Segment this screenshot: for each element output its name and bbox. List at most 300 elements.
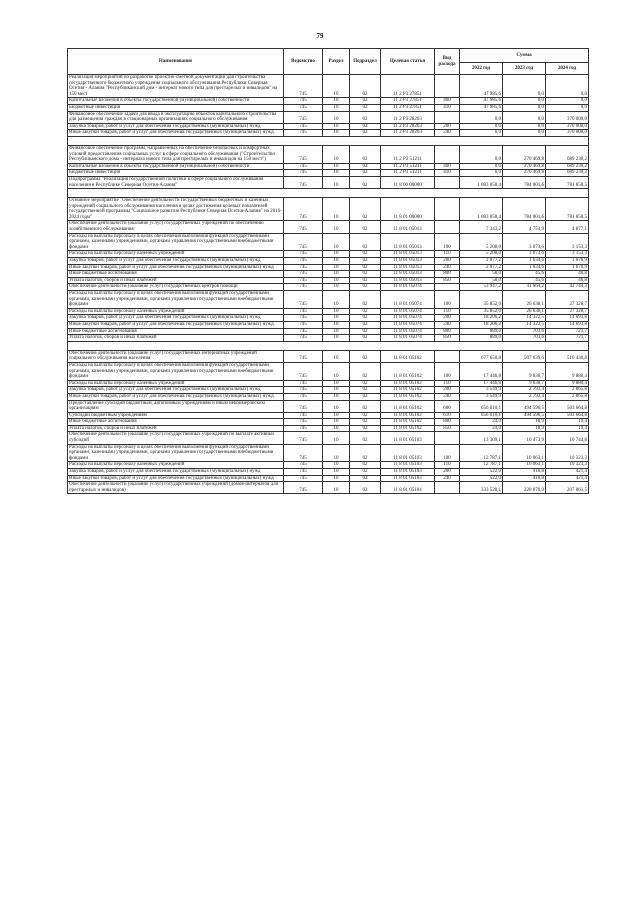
row-name: Обеспечение деятельности (оказание услуг) государственных учреждений по обеспечению хозяйственного обслуживания bbox=[68, 221, 284, 233]
row-sum-2024: 370 000,0 bbox=[546, 130, 589, 137]
row-sum-2023: 0,0 bbox=[503, 123, 546, 130]
row-ministry: 745 bbox=[284, 469, 323, 476]
row-kind bbox=[435, 111, 460, 123]
row-section: 10 bbox=[323, 419, 350, 426]
row-section: 10 bbox=[323, 271, 350, 278]
row-sum-2023: 18,9 bbox=[503, 419, 546, 426]
row-target: 11 2 P3 51211 bbox=[381, 170, 435, 177]
row-section: 10 bbox=[323, 482, 350, 494]
row-subsection: 02 bbox=[350, 419, 381, 426]
row-kind bbox=[435, 75, 460, 98]
row-sum-2024: 1 676,9 bbox=[546, 264, 589, 271]
row-ministry: 745 bbox=[284, 251, 323, 258]
header-name: Наименование bbox=[68, 49, 284, 75]
row-subsection: 02 bbox=[350, 291, 381, 309]
row-sum-2022: 1 083 058,4 bbox=[460, 198, 503, 221]
row-name: Финансовое обеспечение программ, направленных на обеспечение безопасных и комфортных условий предоставления социальных услуг в сфере социального обслуживания ("Строительство Республиканского дома - интерната нового типа для престарелых и инвалидов на 150 мест") bbox=[68, 145, 284, 163]
row-name: Закупка товаров, работ и услуг для обеспечения государственных (муниципальных) нужд bbox=[68, 387, 284, 394]
row-sum-2022: 24,0 bbox=[460, 425, 503, 432]
row-kind: 240 bbox=[435, 393, 460, 400]
row-section: 10 bbox=[323, 462, 350, 469]
row-name: Подпрограмма "Реализация государственной политики в сфере социального обслуживания населения в Республике Северная Осетия-Алания" bbox=[68, 176, 284, 188]
row-ministry: 745 bbox=[284, 412, 323, 419]
row-subsection: 02 bbox=[350, 111, 381, 123]
row-kind bbox=[435, 198, 460, 221]
row-name: Расходы на выплаты персоналу казенных учреждений bbox=[68, 462, 284, 469]
table-row bbox=[68, 482, 589, 494]
row-name: Иные бюджетные ассигнования bbox=[68, 271, 284, 278]
row-name: Предоставление субсидий бюджетным, автономным учреждениям и иным некоммерческим организациям bbox=[68, 400, 284, 412]
row-section: 10 bbox=[323, 104, 350, 111]
row-sum-2024: 370 000,0 bbox=[546, 111, 589, 123]
row-target: 11 2 P3 28203 bbox=[381, 130, 435, 137]
row-sum-2022: 17 446,8 bbox=[460, 362, 503, 380]
row-ministry: 745 bbox=[284, 111, 323, 123]
row-kind: 800 bbox=[435, 419, 460, 426]
row-sum-2022: 47 985,6 bbox=[460, 98, 503, 105]
row-kind bbox=[435, 432, 460, 444]
row-sum-2024: 689 230,2 bbox=[546, 145, 589, 163]
row-name: Расходы на выплаты персоналу казенных учреждений bbox=[68, 308, 284, 315]
row-target: 11 8 01 05074 bbox=[381, 335, 435, 342]
row-section: 10 bbox=[323, 198, 350, 221]
row-sum-2024: 370 000,0 bbox=[546, 123, 589, 130]
row-section: 10 bbox=[323, 475, 350, 482]
row-subsection: 02 bbox=[350, 308, 381, 315]
row-sum-2022: 5 208,0 bbox=[460, 233, 503, 251]
row-kind bbox=[435, 176, 460, 188]
row-section: 10 bbox=[323, 277, 350, 284]
row-kind bbox=[435, 350, 460, 362]
row-sum-2023: 45,6 bbox=[503, 271, 546, 278]
row-name: Капитальные вложения в объекты государственной (муниципальной) собственности bbox=[68, 163, 284, 170]
row-target: 11 2 P3 51211 bbox=[381, 145, 435, 163]
row-name: Основное мероприятие "Обеспечение деятельности государственных бюджетных и казенных учреждений социального обслуживания населения в целях достижения целевых показателей государственной программы "Социальное развитие Республики Северная Осетия-Алания" на 2016-2024 годы" bbox=[69, 198, 282, 220]
row-target: 11 2 P3 27851 bbox=[381, 75, 435, 98]
table-row bbox=[68, 98, 589, 105]
row-sum-2023: 10 473,9 bbox=[503, 432, 546, 444]
row-sum-2022: 0,0 bbox=[460, 123, 503, 130]
row-name: Реализация мероприятий по разработке проектно-сметной документации для строительства государственного бюджетного учреждения социального обслуживания Республики Северная Осетия - Алания "Республиканский дом - интернат нового типа для престарелых и инвалидов" на 150 мест bbox=[68, 75, 284, 98]
row-sum-2022: 889,0 bbox=[460, 335, 503, 342]
table-row bbox=[68, 469, 589, 476]
blank-row bbox=[68, 341, 589, 350]
row-name: Обеспечение деятельности (оказание услуг) государственных учреждений по выплате активных субсидий bbox=[68, 432, 284, 444]
row-sum-2024: 46,8 bbox=[546, 271, 589, 278]
row-target: 11 8 01 05102 bbox=[381, 419, 435, 426]
row-name: Расходы на выплаты персоналу казенных учреждений bbox=[68, 251, 284, 258]
row-name: Финансовое обеспечение задачи для ввода в эксплуатацию объектов капитального строительства для размещения граждан в стационарных организациях социального обслуживания bbox=[68, 111, 284, 123]
row-target: 11 8 01 05074 bbox=[381, 328, 435, 335]
row-sum-2024: 0,0 bbox=[546, 75, 589, 98]
row-name: Расходы на выплаты персоналу казенных учреждений bbox=[68, 380, 284, 387]
row-target: 11 8 01 05074 bbox=[381, 291, 435, 309]
row-subsection: 02 bbox=[350, 221, 381, 233]
row-target: 11 8 01 05013 bbox=[381, 221, 435, 233]
table-row bbox=[68, 387, 589, 394]
row-ministry: 745 bbox=[284, 104, 323, 111]
row-subsection: 02 bbox=[350, 387, 381, 394]
row-name: Обеспечение деятельности (оказание услуг) государственных учреждений (домов-интернатов для престарелых и инвалидов) bbox=[68, 482, 284, 494]
table-row bbox=[68, 400, 589, 412]
row-sum-2022: 1 083 058,4 bbox=[460, 176, 503, 188]
table-row bbox=[68, 362, 589, 380]
row-name: Уплата налогов, сборов и иных платежей bbox=[68, 335, 284, 342]
row-subsection: 02 bbox=[350, 258, 381, 265]
row-sum-2023: 2 793,4 bbox=[503, 387, 546, 394]
table-row bbox=[68, 277, 589, 284]
row-sum-2022: 35 852,0 bbox=[460, 308, 503, 315]
row-ministry: 745 bbox=[284, 258, 323, 265]
row-subsection: 02 bbox=[350, 198, 381, 221]
row-name: Иные закупки товаров, работ и услуг для обеспечения государственных (муниципальных) нужд bbox=[68, 321, 284, 328]
row-sum-2023: 9 630,7 bbox=[503, 362, 546, 380]
row-subsection: 02 bbox=[350, 482, 381, 494]
row-section: 10 bbox=[323, 362, 350, 380]
row-sum-2024: 689 230,2 bbox=[546, 170, 589, 177]
row-kind: 110 bbox=[435, 380, 460, 387]
row-target: 11 8 01 05013 bbox=[381, 233, 435, 251]
blank-cell bbox=[68, 189, 589, 198]
row-target: 11 8 01 05102 bbox=[381, 362, 435, 380]
row-section: 10 bbox=[323, 75, 350, 98]
row-section: 10 bbox=[323, 380, 350, 387]
row-sum-2023: 0,0 bbox=[503, 104, 546, 111]
row-kind: 200 bbox=[435, 123, 460, 130]
row-subsection: 02 bbox=[350, 75, 381, 98]
row-kind: 240 bbox=[435, 130, 460, 137]
row-name: Расходы на выплаты персоналу в целях обеспечения выполнения функций государственными органами, казенными учреждениями, органами управления государственными внебюджетными фондами bbox=[68, 362, 284, 380]
table-row bbox=[68, 315, 589, 322]
row-section: 10 bbox=[323, 412, 350, 419]
row-section: 10 bbox=[323, 145, 350, 163]
row-target: 11 8 01 05103 bbox=[381, 469, 435, 476]
table-row bbox=[68, 475, 589, 482]
row-ministry: 745 bbox=[284, 482, 323, 494]
row-kind: 110 bbox=[435, 251, 460, 258]
row-name: Обеспечение деятельности (оказание услуг) государственных центров помощи bbox=[68, 284, 284, 291]
row-section: 10 bbox=[323, 163, 350, 170]
table-row bbox=[68, 284, 589, 291]
row-sum-2023: 14 322,5 bbox=[503, 315, 546, 322]
row-sum-2024: 207 061,5 bbox=[546, 482, 589, 494]
row-target: 11 8 01 05102 bbox=[381, 387, 435, 394]
row-kind: 110 bbox=[435, 308, 460, 315]
row-target: 11 8 01 00000 bbox=[381, 198, 435, 221]
row-section: 10 bbox=[323, 251, 350, 258]
row-kind: 240 bbox=[435, 475, 460, 482]
row-kind: 200 bbox=[435, 315, 460, 322]
row-section: 10 bbox=[323, 315, 350, 322]
row-ministry: 745 bbox=[284, 362, 323, 380]
row-sum-2024: 721,7 bbox=[546, 328, 589, 335]
table-row bbox=[68, 264, 589, 271]
table-row bbox=[68, 462, 589, 469]
row-subsection: 02 bbox=[350, 176, 381, 188]
row-name: Уплата налогов, сборов и иных платежей bbox=[68, 277, 284, 284]
table-row bbox=[68, 432, 589, 444]
row-kind: 240 bbox=[435, 264, 460, 271]
row-ministry: 745 bbox=[284, 291, 323, 309]
row-kind: 100 bbox=[435, 362, 460, 380]
row-sum-2024: 0,0 bbox=[546, 104, 589, 111]
row-ministry: 745 bbox=[284, 170, 323, 177]
row-subsection: 02 bbox=[350, 335, 381, 342]
row-subsection: 02 bbox=[350, 412, 381, 419]
row-kind: 800 bbox=[435, 271, 460, 278]
header-sum: Сумма bbox=[460, 49, 589, 63]
row-target: 11 2 P3 27851 bbox=[381, 104, 435, 111]
row-section: 10 bbox=[323, 400, 350, 412]
table-row bbox=[68, 271, 589, 278]
row-subsection: 02 bbox=[350, 425, 381, 432]
row-ministry: 745 bbox=[284, 419, 323, 426]
row-sum-2024: 9 880,4 bbox=[546, 362, 589, 380]
row-ministry: 745 bbox=[284, 271, 323, 278]
row-subsection: 02 bbox=[350, 462, 381, 469]
page-number: 79 bbox=[316, 32, 324, 40]
row-section: 10 bbox=[323, 425, 350, 432]
row-ministry: 745 bbox=[284, 98, 323, 105]
row-sum-2024: 27 328,7 bbox=[546, 291, 589, 309]
row-sum-2024: 9 880,4 bbox=[546, 380, 589, 387]
row-subsection: 02 bbox=[350, 393, 381, 400]
row-sum-2024: 27 328,7 bbox=[546, 308, 589, 315]
row-subsection: 02 bbox=[350, 123, 381, 130]
row-name: Иные бюджетные ассигнования bbox=[68, 328, 284, 335]
row-sum-2023: 1 634,6 bbox=[503, 258, 546, 265]
table-row bbox=[68, 308, 589, 315]
header-year-2024: 2024 год bbox=[546, 63, 589, 75]
row-section: 10 bbox=[323, 98, 350, 105]
table-row bbox=[68, 251, 589, 258]
row-sum-2022: 47 985,6 bbox=[460, 104, 503, 111]
row-sum-2023: 410,8 bbox=[503, 469, 546, 476]
row-kind: 600 bbox=[435, 400, 460, 412]
row-kind bbox=[435, 482, 460, 494]
row-sum-2024: 19,4 bbox=[546, 425, 589, 432]
row-sum-2022: 2 077,2 bbox=[460, 264, 503, 271]
table-row bbox=[68, 393, 589, 400]
table-row bbox=[68, 444, 589, 462]
row-sum-2022: 5 208,0 bbox=[460, 251, 503, 258]
row-subsection: 02 bbox=[350, 469, 381, 476]
row-sum-2023: 0,0 bbox=[503, 130, 546, 137]
blank-row bbox=[68, 189, 589, 198]
row-subsection: 02 bbox=[350, 104, 381, 111]
row-kind: 850 bbox=[435, 425, 460, 432]
row-sum-2022: 7 343,2 bbox=[460, 221, 503, 233]
row-ministry: 745 bbox=[284, 198, 323, 221]
row-sum-2024: 2 865,8 bbox=[546, 393, 589, 400]
header-year-2022: 2022 год bbox=[460, 63, 503, 75]
row-target: 11 8 01 05013 bbox=[381, 271, 435, 278]
row-sum-2023: 1 634,6 bbox=[503, 264, 546, 271]
header-section: Раздел bbox=[323, 49, 350, 75]
row-ministry: 745 bbox=[284, 75, 323, 98]
row-subsection: 02 bbox=[350, 251, 381, 258]
row-kind: 800 bbox=[435, 328, 460, 335]
row-sum-2022: 3 549,9 bbox=[460, 387, 503, 394]
row-ministry: 745 bbox=[284, 284, 323, 291]
row-section: 10 bbox=[323, 308, 350, 315]
row-kind: 410 bbox=[435, 170, 460, 177]
row-name: Иные закупки товаров, работ и услуг для обеспечения государственных (муниципальных) нужд bbox=[68, 130, 284, 137]
row-ministry: 745 bbox=[284, 328, 323, 335]
row-sum-2023: 0,0 bbox=[503, 75, 546, 98]
row-target: 11 2 P3 28203 bbox=[381, 111, 435, 123]
table-row bbox=[68, 321, 589, 328]
row-name: Иные закупки товаров, работ и услуг для обеспечения государственных (муниципальных) нужд bbox=[68, 393, 284, 400]
row-sum-2022: 24,0 bbox=[460, 419, 503, 426]
row-sum-2023: 4 753,9 bbox=[503, 221, 546, 233]
row-name: Субсидии бюджетным учреждениям bbox=[68, 412, 284, 419]
table-body bbox=[68, 75, 589, 494]
row-subsection: 02 bbox=[350, 444, 381, 462]
row-target: 11 8 01 05103 bbox=[381, 432, 435, 444]
row-sum-2022: 17 446,8 bbox=[460, 380, 503, 387]
row-sum-2022: 12 787,1 bbox=[460, 462, 503, 469]
table-row bbox=[68, 412, 589, 419]
row-sum-2023: 0,0 bbox=[503, 111, 546, 123]
row-kind: 400 bbox=[435, 163, 460, 170]
header-subsection: Подраздел bbox=[350, 49, 381, 75]
row-target: 11 8 01 05074 bbox=[381, 315, 435, 322]
row-sum-2024: 421,4 bbox=[546, 475, 589, 482]
row-sum-2024: 19,4 bbox=[546, 419, 589, 426]
row-subsection: 02 bbox=[350, 328, 381, 335]
row-sum-2023: 14 322,5 bbox=[503, 321, 546, 328]
row-name: Расходы на выплаты персоналу в целях обеспечения выполнения функций государственными органами, казенными учреждениями, органами управления государственными внебюджетными фондами bbox=[68, 444, 284, 462]
row-ministry: 745 bbox=[284, 350, 323, 362]
row-sum-2023: 3 073,6 bbox=[503, 233, 546, 251]
row-sum-2024: 721,7 bbox=[546, 335, 589, 342]
row-sum-2023: 410,8 bbox=[503, 475, 546, 482]
row-name: Иные закупки товаров, работ и услуг для обеспечения государственных (муниципальных) нужд bbox=[68, 475, 284, 482]
table-row bbox=[68, 419, 589, 426]
row-name: Иные бюджетные ассигнования bbox=[68, 419, 284, 426]
row-ministry: 745 bbox=[284, 432, 323, 444]
table-row bbox=[68, 123, 589, 130]
row-sum-2024: 42 744,3 bbox=[546, 284, 589, 291]
header-year-2023: 2023 год bbox=[503, 63, 546, 75]
row-ministry: 745 bbox=[284, 277, 323, 284]
row-kind: 410 bbox=[435, 104, 460, 111]
row-sum-2022: 656 610,1 bbox=[460, 412, 503, 419]
row-subsection: 02 bbox=[350, 264, 381, 271]
row-subsection: 02 bbox=[350, 277, 381, 284]
row-kind bbox=[435, 284, 460, 291]
row-sum-2022: 3 549,9 bbox=[460, 393, 503, 400]
row-subsection: 02 bbox=[350, 475, 381, 482]
table-row bbox=[68, 145, 589, 163]
blank-cell bbox=[68, 341, 589, 350]
row-subsection: 02 bbox=[350, 362, 381, 380]
row-sum-2023: 26 638,1 bbox=[503, 308, 546, 315]
row-name: Бюджетные инвестиции bbox=[68, 104, 284, 111]
row-kind: 240 bbox=[435, 321, 460, 328]
row-subsection: 02 bbox=[350, 98, 381, 105]
row-section: 10 bbox=[323, 221, 350, 233]
row-sum-2024: 421,4 bbox=[546, 469, 589, 476]
row-ministry: 745 bbox=[284, 308, 323, 315]
row-section: 10 bbox=[323, 469, 350, 476]
row-section: 10 bbox=[323, 233, 350, 251]
row-section: 10 bbox=[323, 321, 350, 328]
row-sum-2023: 270 469,8 bbox=[503, 170, 546, 177]
row-section: 10 bbox=[323, 130, 350, 137]
row-sum-2023: 703,6 bbox=[503, 335, 546, 342]
row-section: 10 bbox=[323, 176, 350, 188]
row-section: 10 bbox=[323, 291, 350, 309]
row-kind: 610 bbox=[435, 412, 460, 419]
row-kind: 200 bbox=[435, 387, 460, 394]
table-row bbox=[68, 198, 589, 221]
row-sum-2022: 889,0 bbox=[460, 328, 503, 335]
row-sum-2024: 503 664,8 bbox=[546, 412, 589, 419]
row-subsection: 02 bbox=[350, 233, 381, 251]
row-sum-2022: 2 077,2 bbox=[460, 258, 503, 265]
budget-table bbox=[67, 48, 589, 494]
row-sum-2022: 0,0 bbox=[460, 170, 503, 177]
row-ministry: 745 bbox=[284, 176, 323, 188]
row-sum-2023: 494 596,5 bbox=[503, 412, 546, 419]
row-sum-2023: 2 793,4 bbox=[503, 393, 546, 400]
row-ministry: 745 bbox=[284, 321, 323, 328]
row-ministry: 745 bbox=[284, 475, 323, 482]
row-sum-2022: 333 528,1 bbox=[460, 482, 503, 494]
row-kind: 200 bbox=[435, 258, 460, 265]
row-ministry: 745 bbox=[284, 444, 323, 462]
row-kind: 110 bbox=[435, 462, 460, 469]
row-target: 11 8 01 05013 bbox=[381, 264, 435, 271]
row-section: 10 bbox=[323, 111, 350, 123]
row-section: 10 bbox=[323, 393, 350, 400]
row-ministry: 745 bbox=[284, 387, 323, 394]
row-name: Закупка товаров, работ и услуг для обеспечения государственных (муниципальных) нужд bbox=[68, 315, 284, 322]
row-ministry: 745 bbox=[284, 145, 323, 163]
table-row bbox=[68, 170, 589, 177]
row-target: 11 8 01 05102 bbox=[381, 380, 435, 387]
row-subsection: 02 bbox=[350, 284, 381, 291]
row-sum-2023: 45,6 bbox=[503, 277, 546, 284]
row-target: 11 8 01 05103 bbox=[381, 462, 435, 469]
row-subsection: 02 bbox=[350, 145, 381, 163]
row-target: 11 2 P3 28203 bbox=[381, 123, 435, 130]
row-subsection: 02 bbox=[350, 350, 381, 362]
row-subsection: 02 bbox=[350, 271, 381, 278]
row-sum-2023: 18,9 bbox=[503, 425, 546, 432]
table-row bbox=[68, 233, 589, 251]
table-row bbox=[68, 291, 589, 309]
row-section: 10 bbox=[323, 387, 350, 394]
header-target: Целевая статья bbox=[381, 49, 435, 75]
row-sum-2023: 41 664,2 bbox=[503, 284, 546, 291]
row-target: 11 8 01 05074 bbox=[381, 321, 435, 328]
row-kind: 100 bbox=[435, 444, 460, 462]
row-target: 11 8 01 05103 bbox=[381, 475, 435, 482]
row-name: Капитальные вложения в объекты государственной (муниципальной) собственности bbox=[68, 98, 284, 105]
row-target: 11 8 01 05013 bbox=[381, 277, 435, 284]
row-sum-2024: 14 693,8 bbox=[546, 321, 589, 328]
row-kind: 850 bbox=[435, 277, 460, 284]
blank-row bbox=[68, 136, 589, 145]
row-ministry: 745 bbox=[284, 233, 323, 251]
row-target: 11 8 01 05104 bbox=[381, 482, 435, 494]
row-sum-2022: 522,0 bbox=[460, 475, 503, 482]
row-section: 10 bbox=[323, 328, 350, 335]
row-ministry: 745 bbox=[284, 393, 323, 400]
